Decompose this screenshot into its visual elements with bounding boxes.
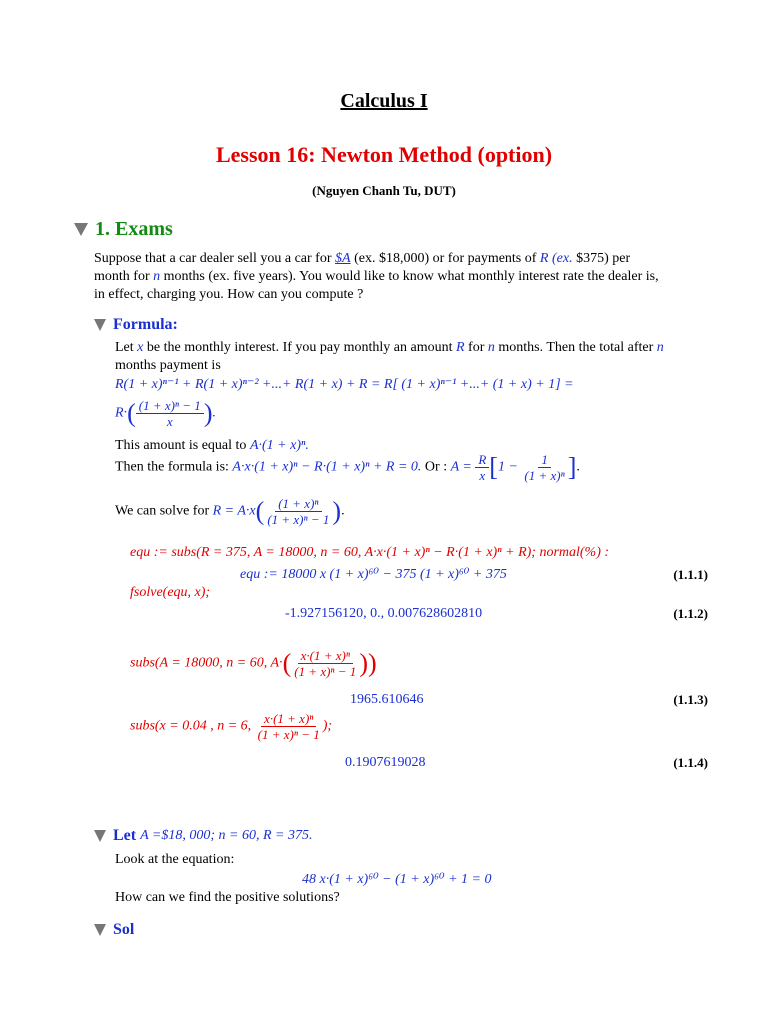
- intro-paragraph: [94, 250, 714, 304]
- sum-fraction: R·( $\frac{\text{(1 + x)ⁿ − 1}}{x}$ ).: [115, 398, 216, 429]
- let-look-text: Look at the equation:: [115, 852, 235, 867]
- collapse-triangle-icon[interactable]: [74, 223, 88, 236]
- intro-line-2: month for n months (ex. five years). You would like to know what monthly interest rate the dealer is,: [94, 269, 659, 284]
- lesson-title: Lesson 16: Newton Method (option): [215, 142, 553, 167]
- author-line: (Nguyen Chanh Tu, DUT): [312, 183, 456, 198]
- sum-expression: R(1 + x)ⁿ⁻¹ + R(1 + x)ⁿ⁻² +...+ R(1 + x) + R = R[ (1 + x)ⁿ⁻¹ +...+ (1 + x) + 1] =: [115, 377, 574, 392]
- document-title: Calculus I: [340, 90, 428, 112]
- section-exams-header[interactable]: [74, 218, 173, 241]
- var-A: $A: [335, 251, 351, 266]
- amount-line: This amount is equal to A·(1 + x)ⁿ.: [115, 438, 309, 453]
- subsection-let-header[interactable]: [94, 827, 312, 845]
- subsection-formula-header[interactable]: [94, 316, 178, 334]
- var-n: n: [153, 269, 161, 284]
- solve-for-R-line: We can solve for R = A·x( $\frac{\text{(1 + x)ⁿ}}{\text{(1 + x)ⁿ − 1}}$ ).: [115, 496, 345, 527]
- subsection-sol-title: Sol: [113, 921, 135, 938]
- maple-command-1[interactable]: equ := subs(R = 375, A = 18000, n = 60, A·x·(1 + x)ⁿ − R·(1 + x)ⁿ + R); normal(%) :: [130, 545, 610, 560]
- collapse-triangle-icon[interactable]: [94, 924, 106, 936]
- let-question: How can we find the positive solutions?: [115, 890, 340, 905]
- section-exams-title: 1. Exams: [95, 218, 173, 240]
- maple-command-2[interactable]: fsolve(equ, x);: [130, 585, 211, 600]
- subsection-sol-header[interactable]: [94, 921, 134, 939]
- formula-line-1: Let x be the monthly interest. If you pay monthly an amount R for n months. Then the total after n: [115, 340, 664, 355]
- equation-tag-1: (1.1.1): [673, 567, 708, 582]
- let-values: A =$18, 000; n = 60, R = 375.: [140, 828, 313, 843]
- intro-line-3: in effect, charging you. How can you compute ?: [94, 287, 364, 302]
- maple-output-1: equ := 18000 x (1 + x)⁶⁰ − 375 (1 + x)⁶⁰ + 375: [240, 567, 507, 582]
- formula-text: [115, 339, 715, 375]
- maple-output-4: 0.1907619028: [345, 755, 426, 770]
- let-equation: 48 x·(1 + x)⁶⁰ − (1 + x)⁶⁰ + 1 = 0: [302, 872, 492, 887]
- formula-line-2: months payment is: [115, 358, 221, 373]
- equation-tag-3: (1.1.3): [673, 692, 708, 707]
- maple-output-3: 1965.610646: [350, 692, 424, 707]
- subsection-formula-title: Formula:: [113, 316, 178, 333]
- maple-command-4[interactable]: subs(x = 0.04 , n = 6, $\frac{\text{x·(1 + x)ⁿ}}{\text{(1 + x)ⁿ − 1}}$ );: [130, 711, 333, 742]
- collapse-triangle-icon[interactable]: [94, 830, 106, 842]
- formula-result-line: Then the formula is: A·x·(1 + x)ⁿ − R·(1 + x)ⁿ + R = 0. Or : A = $\frac{R}{x}$ [1 − $\frac{1}{\text{(1 + x)ⁿ}}$ ].: [115, 452, 580, 483]
- subsection-let-title: Let: [113, 827, 137, 844]
- var-R: R (ex.: [539, 251, 573, 266]
- maple-output-2: -1.927156120, 0., 0.007628602810: [285, 606, 483, 621]
- intro-line-1: Suppose that a car dealer sell you a car for $A (ex. $18,000) or for payments of R (ex. $375) per: [94, 251, 631, 266]
- equation-tag-4: (1.1.4): [673, 755, 708, 770]
- maple-command-3[interactable]: subs(A = 18000, n = 60, A·( $\frac{\text{x·(1 + x)ⁿ}}{\text{(1 + x)ⁿ − 1}}$ )): [130, 648, 377, 679]
- equation-tag-2: (1.1.2): [673, 606, 708, 621]
- collapse-triangle-icon[interactable]: [94, 319, 106, 331]
